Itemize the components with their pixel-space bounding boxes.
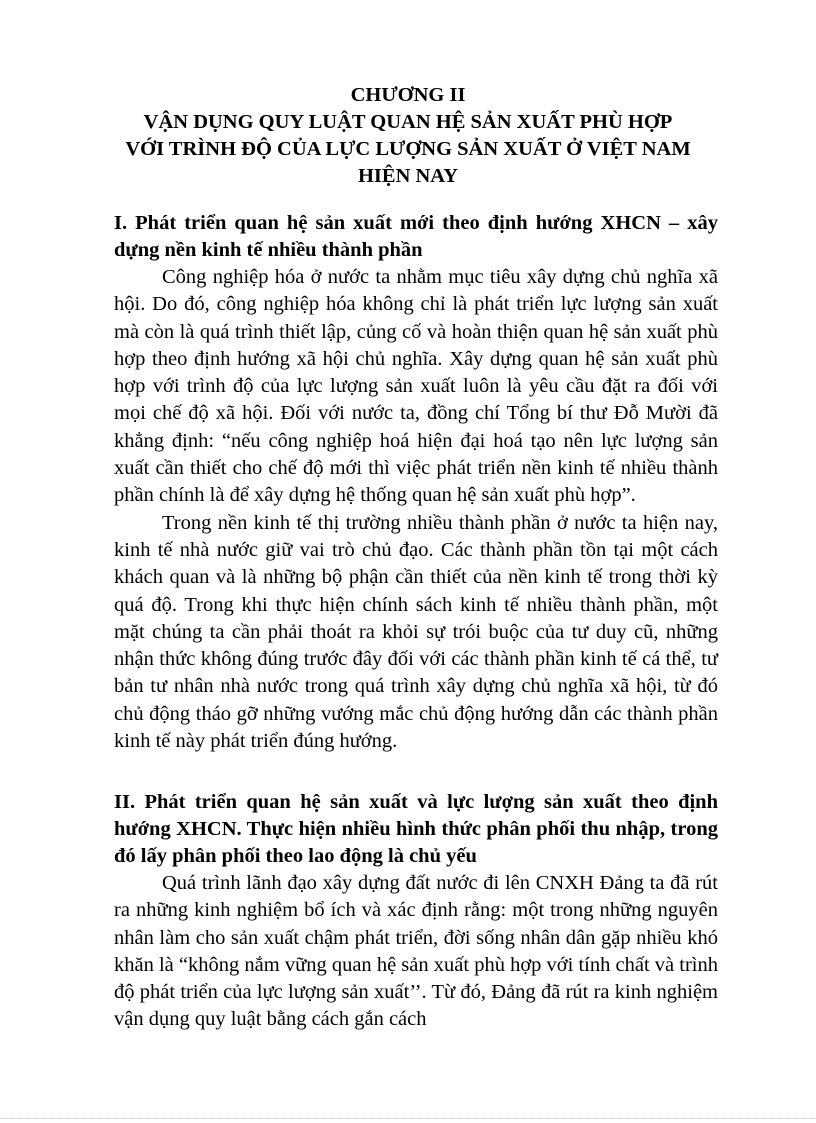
section-2 xyxy=(114,789,718,1034)
section-1-paragraph-1: Công nghiệp hóa ở nước ta nhằm mục tiêu xây dựng chủ nghĩa xã hội. Do đó, công nghiệp hóa không chỉ là phát triển lực lượng sản xuất mà còn là quá trình thiết lập, củng cố và hoàn thiện quan hệ sản xuất phù hợp theo định hướng xã hội chủ nghĩa. Xây dựng quan hệ sản xuất phù hợp với trình độ của lực lượng sản xuất luôn là yêu cầu đặt ra đối với mọi chế độ xã hội. Đối với nước ta, đồng chí Tổng bí thư Đỗ Mười đã khẳng định: “nếu công nghiệp hoá hiện đại hoá tạo nên lực lượng sản xuất cần thiết cho chế độ mới thì việc phát triển nền kinh tế nhiều thành phần chính là để xây dựng hệ thống quan hệ sản xuất phù hợp”. xyxy=(114,266,718,507)
chapter-title-line-2: VỚI TRÌNH ĐỘ CỦA LỰC LƯỢNG SẢN XUẤT Ở VIỆT NAM xyxy=(125,138,691,160)
section-2-paragraph-1: Quá trình lãnh đạo xây dựng đất nước đi lên CNXH Đảng ta đã rút ra những kinh nghiệm bổ ích và xác định rằng: một trong những nguyên nhân làm cho sản xuất chậm phát triển, đời sống nhân dân gặp nhiều khó khăn là “không nắm vững quan hệ sản xuất phù hợp với tính chất và trình độ phát triển của lực lượng sản xuất’’. Từ đó, Đảng đã rút ra kinh nghiệm vận dụng quy luật bằng cách gắn cách xyxy=(114,872,718,1031)
chapter-title-line-3: HIỆN NAY xyxy=(357,165,459,187)
section-1 xyxy=(114,210,718,755)
section-1-heading: I. Phát triển quan hệ sản xuất mới theo định hướng XHCN – xây dựng nền kinh tế nhiều thành phần xyxy=(114,212,718,261)
chapter-number: CHƯƠNG II xyxy=(350,84,466,106)
section-2-heading: II. Phát triển quan hệ sản xuất và lực lượng sản xuất theo định hướng XHCN. Thực hiện nhiều hình thức phân phối thu nhập, trong đó lấy phân phối theo lao động là chủ yếu xyxy=(114,791,718,867)
chapter-title xyxy=(80,82,736,190)
page-bottom-divider xyxy=(0,1118,816,1119)
chapter-title-line-1: VẬN DỤNG QUY LUẬT QUAN HỆ SẢN XUẤT PHÙ HỢP xyxy=(143,111,673,133)
section-1-paragraph-2: Trong nền kinh tế thị trường nhiều thành phần ở nước ta hiện nay, kinh tế nhà nước giữ vai trò chủ đạo. Các thành phần tồn tại một cách khách quan và là những bộ phận cần thiết của nền kinh tế trong thời kỳ quá độ. Trong khi thực hiện chính sách kinh tế nhiều thành phần, một mặt chúng ta cần phải thoát ra khỏi sự trói buộc của tư duy cũ, những nhận thức không đúng trước đây đối với các thành phần kinh tế cá thể, tư bản tư nhân nhà nước trong quá trình xây dựng chủ nghĩa xã hội, từ đó chủ động tháo gỡ những vướng mắc chủ động hướng dẫn các thành phần kinh tế này phát triển đúng hướng. xyxy=(114,511,718,753)
